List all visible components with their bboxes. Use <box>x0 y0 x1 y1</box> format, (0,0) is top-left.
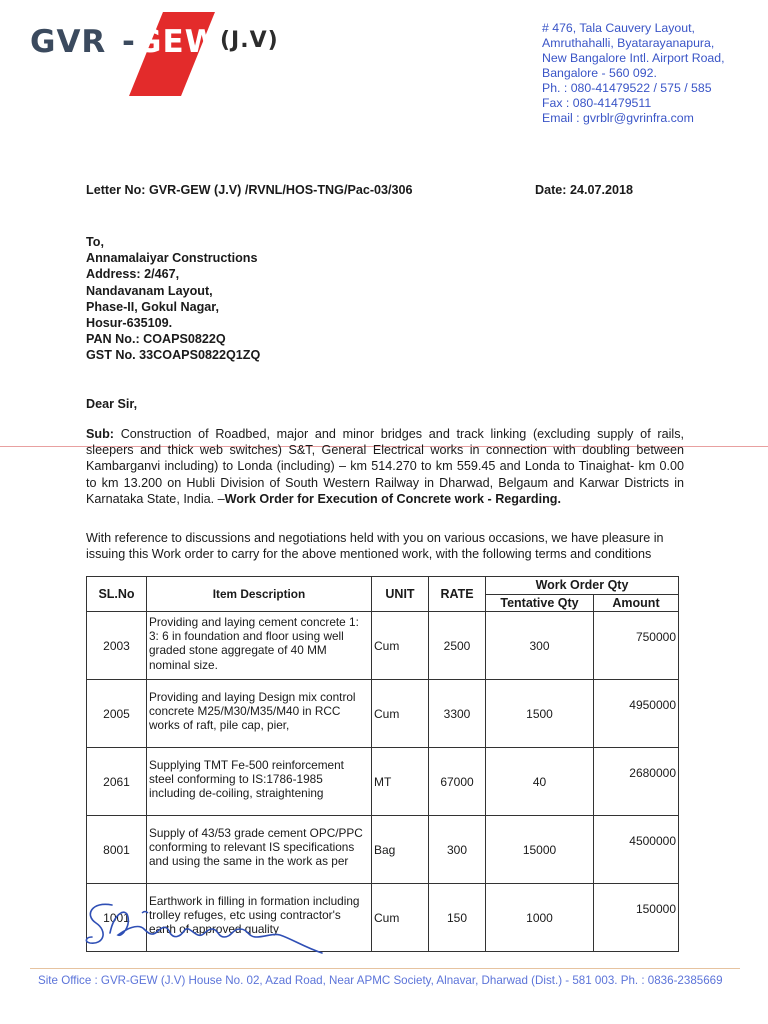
subject-text: Construction of Roadbed, major and minor bridges and track linking (excluding supply of rails, sleepers and thick web switches) S&T, General Electrical works in connection with doubling between Kambarganvi including) to Londa (including) – km 514.270 to km 559.45 and Londa to Tinaighat- km 0.00 to km 13.200 on Hubli Division of South Western Railway in Dharwad, Belgaum and Karwar Districts in Karnataka State, India. – <box>86 427 684 506</box>
logo-text-jv: (J.V) <box>220 28 279 53</box>
cell-sl-no: 2003 <box>87 612 147 680</box>
letter-number: Letter No: GVR-GEW (J.V) /RVNL/HOS-TNG/Pac-03/306 <box>86 183 413 197</box>
cell-tentative-qty: 15000 <box>486 816 594 884</box>
recipient-pan: PAN No.: COAPS0822Q <box>86 332 226 347</box>
footer-divider <box>30 968 740 969</box>
company-logo <box>30 18 290 88</box>
table-row <box>87 680 679 748</box>
cell-rate: 300 <box>429 816 486 884</box>
header-amount: Amount <box>594 594 679 612</box>
letterhead-address <box>542 21 725 126</box>
subject-bold-tail: Work Order for Execution of Concrete work - Regarding. <box>224 491 561 506</box>
cell-rate: 2500 <box>429 612 486 680</box>
cell-description-text: Earthwork in filling in formation including trolley refuges, etc using contractor's earth of approved quality <box>149 893 360 937</box>
table-header-row <box>87 577 679 595</box>
address-email: Email : gvrblr@gvrinfra.com <box>542 111 694 125</box>
handwritten-signature <box>82 893 332 958</box>
header-tentative-qty: Tentative Qty <box>486 594 594 612</box>
cell-description <box>147 612 372 680</box>
cell-unit: Cum <box>372 612 429 680</box>
cell-amount: 4950000 <box>594 680 679 748</box>
address-fax: Fax : 080-41479511 <box>542 96 652 110</box>
cell-sl-no: 1001 <box>87 884 147 952</box>
recipient-line: Nandavanam Layout, <box>86 283 213 298</box>
recipient-line: Address: 2/467, <box>86 267 180 282</box>
header-rate: RATE <box>429 577 486 612</box>
cell-amount: 150000 <box>594 884 679 952</box>
logo-text-gvr: GVR <box>30 24 107 60</box>
recipient-block <box>86 234 260 364</box>
cell-sl-no: 8001 <box>87 816 147 884</box>
cell-description-text: Supplying TMT Fe-500 reinforcement steel conforming to IS:1786-1985 including de-coiling, straightening <box>149 757 344 801</box>
intro-paragraph: With reference to discussions and negotiations held with you on various occasions, we have pleasure in issuing this Work order to carry for the above mentioned work, with the following terms and conditions <box>86 531 664 562</box>
cell-amount: 4500000 <box>594 816 679 884</box>
cell-rate: 150 <box>429 884 486 952</box>
cell-description-text: Providing and laying cement concrete 1: 3: 6 in foundation and floor using well graded stone aggregate of 40 MM nominal size. <box>149 614 359 672</box>
table-row <box>87 816 679 884</box>
address-line: Bangalore - 560 092. <box>542 66 657 80</box>
cell-unit: MT <box>372 748 429 816</box>
cell-tentative-qty: 1000 <box>486 884 594 952</box>
recipient-gst: GST No. 33COAPS0822Q1ZQ <box>86 348 261 363</box>
recipient-name: Annamalaiyar Constructions <box>86 251 258 266</box>
letter-date: Date: 24.07.2018 <box>535 183 634 197</box>
header-item-description: Item Description <box>147 577 372 612</box>
cell-amount: 2680000 <box>594 748 679 816</box>
subject-label: Sub: <box>86 427 114 441</box>
cell-description <box>147 680 372 748</box>
logo-text-gew: GEW <box>136 24 220 60</box>
table-row <box>87 612 679 680</box>
cell-tentative-qty: 1500 <box>486 680 594 748</box>
logo-text-dash: - <box>122 24 136 60</box>
cell-unit: Cum <box>372 884 429 952</box>
address-line: # 476, Tala Cauvery Layout, <box>542 21 695 35</box>
cell-sl-no: 2005 <box>87 680 147 748</box>
footer-site-office: Site Office : GVR-GEW (J.V) House No. 02, Azad Road, Near APMC Society, Alnavar, Dharwad (Dist.) - 581 003. Ph. : 0836-2385669 <box>38 974 723 987</box>
cell-tentative-qty: 40 <box>486 748 594 816</box>
header-sl-no: SL.No <box>87 577 147 612</box>
cell-sl-no: 2061 <box>87 748 147 816</box>
cell-rate: 67000 <box>429 748 486 816</box>
cell-description <box>147 748 372 816</box>
cell-amount: 750000 <box>594 612 679 680</box>
header-work-order-qty: Work Order Qty <box>486 577 679 595</box>
header-unit: UNIT <box>372 577 429 612</box>
recipient-line: Hosur-635109. <box>86 316 173 331</box>
cell-description-text: Supply of 43/53 grade cement OPC/PPC conforming to relevant IS specifications and using the same in the work as per <box>149 825 363 869</box>
cell-description <box>147 816 372 884</box>
recipient-line: Phase-II, Gokul Nagar, <box>86 299 219 314</box>
cell-description-text: Providing and laying Design mix control concrete M25/M30/M35/M40 in RCC works of raft, pile cap, pier, <box>149 689 356 733</box>
salutation: Dear Sir, <box>86 397 138 411</box>
cell-unit: Cum <box>372 680 429 748</box>
cell-tentative-qty: 300 <box>486 612 594 680</box>
address-line: New Bangalore Intl. Airport Road, <box>542 51 725 65</box>
recipient-line: To, <box>86 235 104 249</box>
address-phone: Ph. : 080-41479522 / 575 / 585 <box>542 81 712 95</box>
address-line: Amruthahalli, Byatarayanapura, <box>542 36 715 50</box>
table-row <box>87 748 679 816</box>
cell-rate: 3300 <box>429 680 486 748</box>
cell-unit: Bag <box>372 816 429 884</box>
subject-paragraph <box>86 426 684 507</box>
